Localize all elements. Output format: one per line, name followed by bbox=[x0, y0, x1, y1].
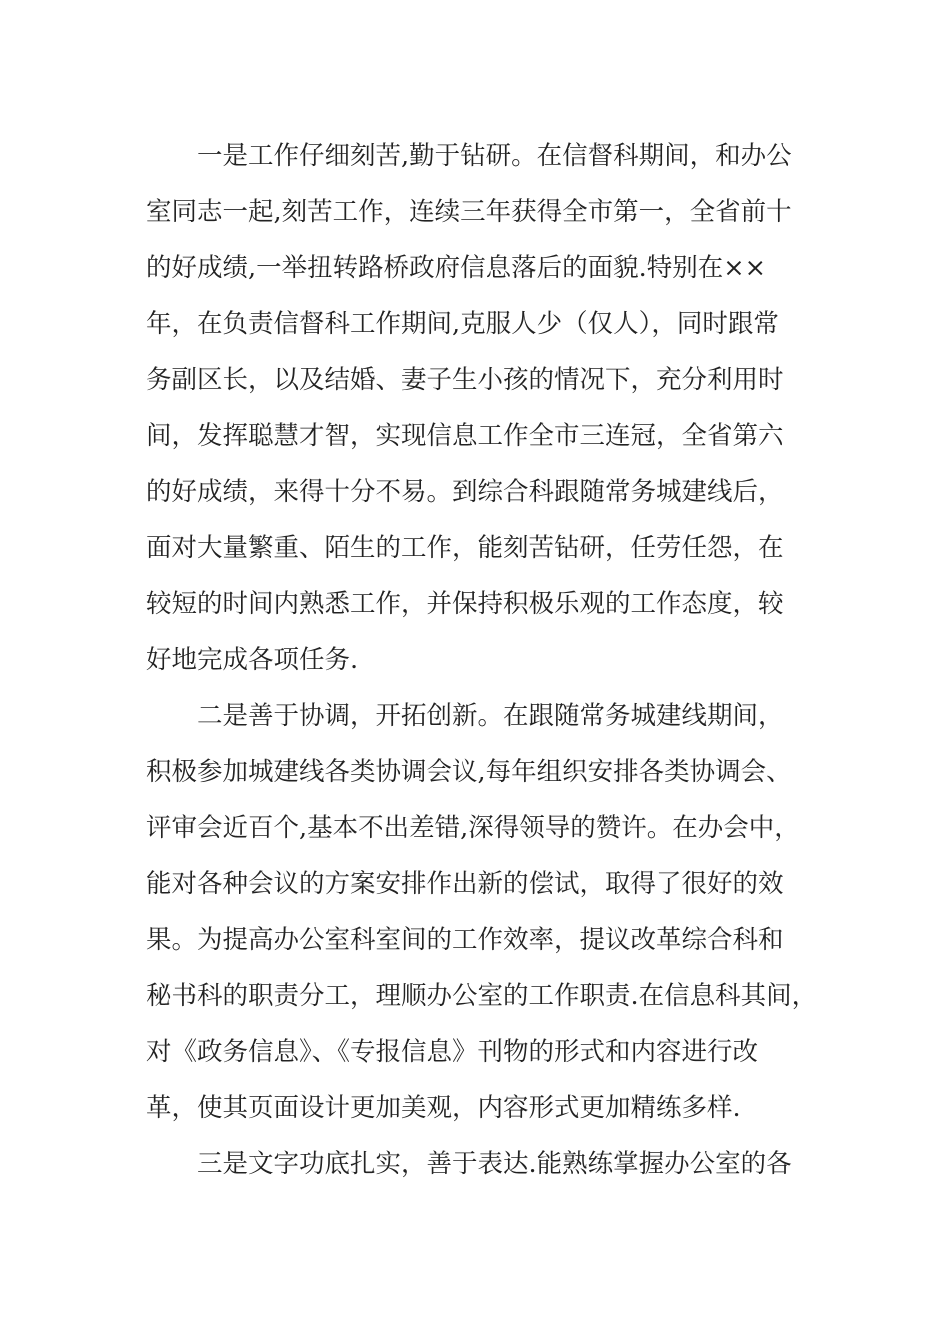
text-line: 果。为提高办公室科室间的工作效率，提议改革综合科和 bbox=[146, 925, 784, 955]
text-line: 积极参加城建线各类协调会议,每年组织安排各类协调会、 bbox=[146, 757, 792, 787]
text-line: 年，在负责信督科工作期间,克服人少（仅人），同时跟常 bbox=[146, 309, 779, 339]
text-line: 革，使其页面设计更加美观，内容形式更加精练多样. bbox=[146, 1093, 741, 1123]
text-line: 一是工作仔细刻苦,勤于钻研。在信督科期间，和办公 bbox=[146, 141, 792, 171]
text-line: 对《政务信息》、《专报信息》刊物的形式和内容进行改 bbox=[146, 1037, 759, 1067]
text-line: 二是善于协调，开拓创新。在跟随常务城建线期间， bbox=[146, 701, 784, 731]
text-line: 室同志一起,刻苦工作，连续三年获得全市第一，全省前十 bbox=[146, 197, 792, 227]
text-line: 较短的时间内熟悉工作，并保持积极乐观的工作态度，较 bbox=[146, 589, 784, 619]
text-line: 的好成绩，来得十分不易。到综合科跟随常务城建线后， bbox=[146, 477, 784, 507]
text-line: 面对大量繁重、陌生的工作，能刻苦钻研，任劳任怨，在 bbox=[146, 533, 784, 563]
text-line: 三是文字功底扎实，善于表达.能熟练掌握办公室的各 bbox=[146, 1149, 792, 1179]
text-line: 好地完成各项任务. bbox=[146, 645, 359, 675]
text-line: 评审会近百个,基本不出差错,深得领导的赞许。在办会中， bbox=[146, 813, 800, 843]
text-line: 务副区长，以及结婚、妻子生小孩的情况下，充分利用时 bbox=[146, 365, 784, 395]
text-line: 的好成绩,一举扭转路桥政府信息落后的面貌.特别在×× bbox=[146, 253, 766, 283]
text-line: 秘书科的职责分工，理顺办公室的工作职责.在信息科其间， bbox=[146, 981, 818, 1011]
text-line: 能对各种会议的方案安排作出新的偿试，取得了很好的效 bbox=[146, 869, 784, 899]
text-line: 间，发挥聪慧才智，实现信息工作全市三连冠，全省第六 bbox=[146, 421, 784, 451]
